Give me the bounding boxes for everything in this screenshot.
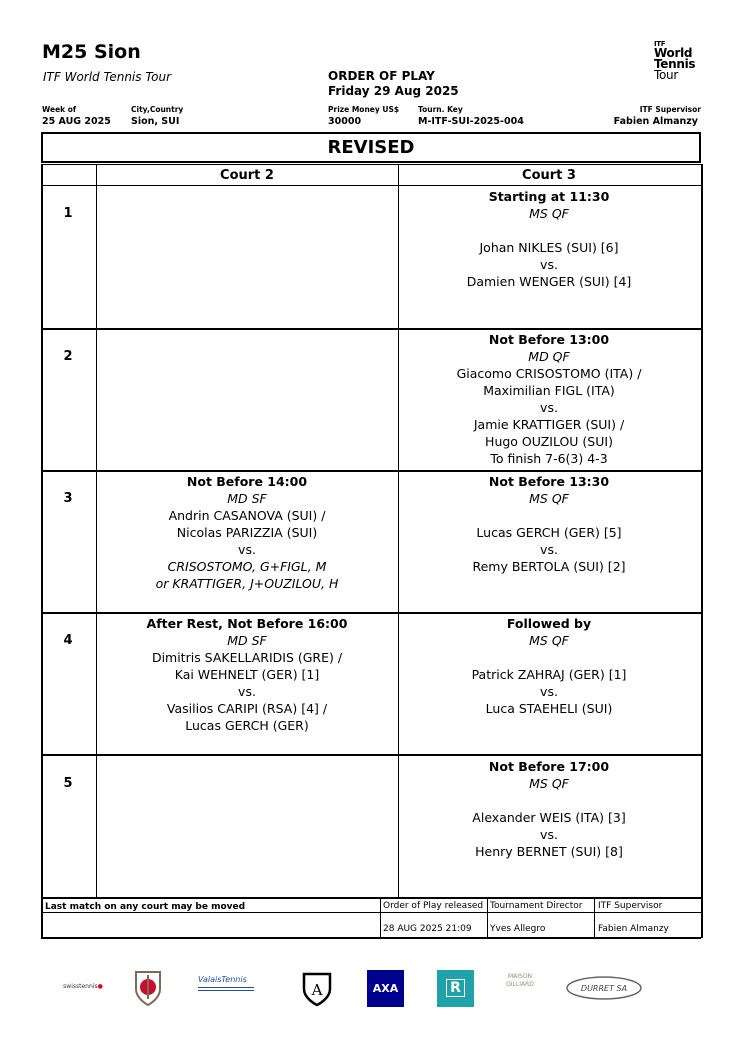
match-line: Kai WEHNELT (GER) [1]	[174, 667, 320, 682]
tourn-key-label: Tourn. Key	[418, 105, 463, 114]
match-line: Lucas GERCH (GER) [5]	[476, 525, 622, 540]
match-line: MS QF	[529, 491, 569, 506]
prize-value: 30000	[328, 116, 362, 127]
court-3-match	[398, 331, 700, 467]
row-number: 2	[63, 349, 73, 364]
match-line: CRISOSTOMO, G+FIGL, M	[167, 559, 327, 574]
match-line: Jamie KRATTIGER (SUI) /	[473, 417, 625, 432]
match-line: vs.	[540, 684, 558, 699]
sponsor-durret-text: DURRET SA	[580, 984, 628, 993]
match-line: MD SF	[227, 491, 267, 506]
match-line: Patrick ZAHRAJ (GER) [1]	[471, 667, 627, 682]
revised-banner: REVISED	[41, 132, 701, 163]
supervisor-value: Fabien Almanzy	[613, 116, 698, 127]
footer-supervisor-label: ITF Supervisor	[598, 901, 663, 911]
match-line: Hugo OUZILOU (SUI)	[485, 434, 613, 449]
week-label: Week of	[42, 105, 77, 114]
oop-title: ORDER OF PLAY	[328, 69, 435, 83]
court-3-match	[398, 188, 700, 290]
match-line: vs.	[238, 542, 256, 557]
grid-line	[41, 937, 701, 939]
match-line: MD QF	[528, 349, 570, 364]
match-line: vs.	[540, 542, 558, 557]
tour-subtitle: ITF World Tennis Tour	[43, 70, 172, 84]
match-line: vs.	[540, 257, 558, 272]
court-3-match	[398, 473, 700, 575]
sponsor-axa: AXA	[367, 970, 404, 1007]
oop-date: Friday 29 Aug 2025	[328, 84, 459, 98]
grid-line	[41, 164, 701, 165]
city-value: Sion, SUI	[131, 116, 180, 127]
row-number: 5	[63, 776, 73, 791]
match-line	[398, 507, 700, 524]
sponsor-strip	[0, 965, 741, 1015]
court-3-header: Court 3	[522, 168, 576, 183]
court-2-match	[96, 615, 398, 734]
footer-note: Last match on any court may be moved	[45, 902, 246, 912]
sponsor-swisstennis: swisstennis●	[63, 983, 103, 990]
match-line	[398, 792, 700, 809]
logo-itf: ITF	[654, 40, 666, 48]
released-value: 28 AUG 2025 21:09	[383, 924, 472, 934]
match-line: Maximilian FIGL (ITA)	[483, 383, 615, 398]
match-line: vs.	[540, 827, 558, 842]
logo-line3: Tour	[654, 68, 678, 82]
grid-line	[41, 754, 701, 756]
court-3-match	[398, 758, 700, 860]
grid-line	[594, 897, 595, 938]
match-line: To finish 7-6(3) 4-3	[490, 451, 608, 466]
grid-line	[41, 612, 701, 614]
row-number: 1	[63, 206, 73, 221]
match-line: Alexander WEIS (ITA) [3]	[472, 810, 626, 825]
match-line: Starting at 11:30	[488, 189, 610, 204]
sponsor-r-logo: R	[437, 970, 474, 1007]
director-label: Tournament Director	[490, 901, 583, 911]
week-value: 25 AUG 2025	[42, 116, 111, 127]
court-3-match	[398, 615, 700, 717]
match-line: Not Before 14:00	[186, 474, 308, 489]
grid-line	[41, 470, 701, 472]
match-line: Nicolas PARIZZIA (SUI)	[176, 525, 318, 540]
prize-label: Prize Money US$	[328, 105, 400, 114]
match-line: Andrin CASANOVA (SUI) /	[168, 508, 326, 523]
row-number: 4	[63, 633, 73, 648]
grid-line	[41, 912, 701, 913]
match-line: Johan NIKLES (SUI) [6]	[479, 240, 619, 255]
grid-line	[487, 897, 488, 938]
tournament-title: M25 Sion	[42, 41, 141, 63]
match-line: Not Before 13:00	[488, 332, 610, 347]
match-line: or KRATTIGER, J+OUZILOU, H	[155, 576, 339, 591]
footer-supervisor-value: Fabien Almanzy	[598, 924, 669, 934]
match-line: MS QF	[529, 206, 569, 221]
match-line: Luca STAEHELI (SUI)	[485, 701, 613, 716]
world-tennis-tour-logo	[654, 40, 706, 81]
match-line: MS QF	[529, 633, 569, 648]
court-2-header: Court 2	[220, 168, 274, 183]
match-line: Vasilios CARIPI (RSA) [4] /	[166, 701, 328, 716]
match-line: MS QF	[529, 776, 569, 791]
match-line: vs.	[238, 684, 256, 699]
supervisor-label: ITF Supervisor	[639, 105, 701, 114]
city-label: City,Country	[131, 105, 184, 114]
director-value: Yves Allegro	[490, 924, 546, 934]
match-line: Giacomo CRISOSTOMO (ITA) /	[456, 366, 642, 381]
match-line: vs.	[540, 400, 558, 415]
sponsor-valaistennis: ValaisTennis	[198, 975, 260, 991]
match-line: Followed by	[506, 616, 592, 631]
sponsor-maison-gilliard: MAISON GILLIARD	[506, 973, 534, 988]
logo-line2: Tennis	[654, 57, 696, 71]
grid-line	[41, 328, 701, 330]
sponsor-a-shield	[301, 971, 333, 1007]
grid-line	[380, 897, 381, 938]
match-line: Not Before 13:30	[488, 474, 610, 489]
court-2-match	[96, 473, 398, 592]
match-line: After Rest, Not Before 16:00	[146, 616, 348, 631]
match-line: Dimitris SAKELLARIDIS (GRE) /	[151, 650, 343, 665]
sponsor-a-letter: A	[311, 981, 323, 999]
sponsor-shield-logo	[133, 969, 163, 1007]
grid-line	[41, 164, 43, 938]
logo-line1: World	[654, 46, 693, 60]
match-line	[398, 222, 700, 239]
match-line: MD SF	[227, 633, 267, 648]
order-of-play-heading	[328, 69, 459, 99]
tourn-key-value: M-ITF-SUI-2025-004	[418, 116, 524, 127]
row-number: 3	[63, 491, 73, 506]
match-line: Damien WENGER (SUI) [4]	[466, 274, 632, 289]
match-line: Not Before 17:00	[488, 759, 610, 774]
released-label: Order of Play released	[383, 901, 484, 911]
sponsor-durret	[565, 975, 643, 1001]
grid-line	[701, 164, 703, 938]
grid-line	[41, 897, 701, 899]
match-line: Remy BERTOLA (SUI) [2]	[472, 559, 626, 574]
match-line	[398, 649, 700, 666]
match-line: Lucas GERCH (GER)	[185, 718, 309, 733]
match-line: Henry BERNET (SUI) [8]	[475, 844, 623, 859]
